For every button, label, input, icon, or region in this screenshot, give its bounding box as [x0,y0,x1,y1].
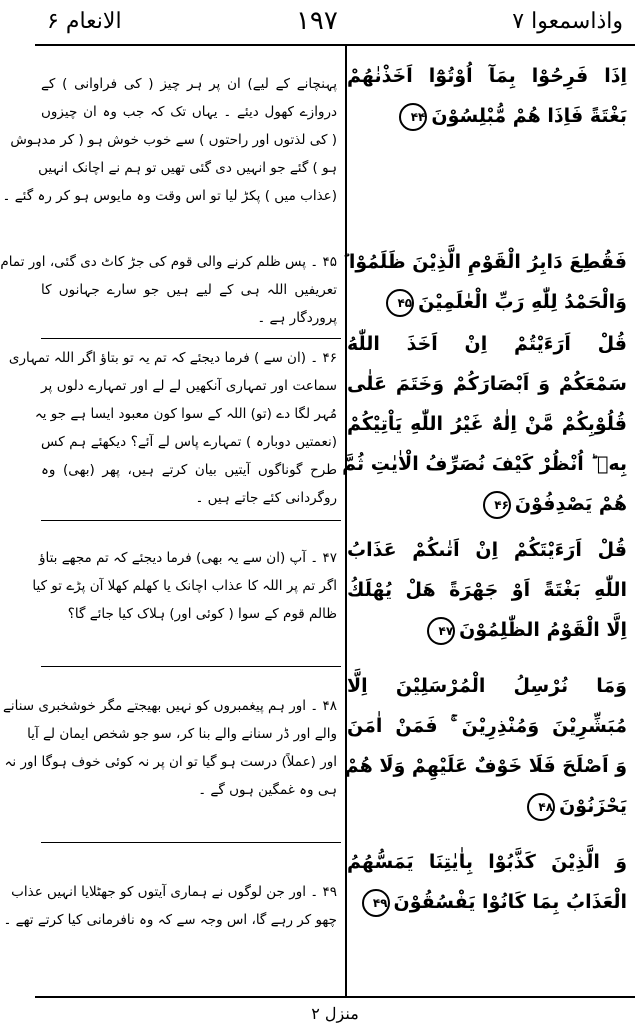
arabic-line: قُلُوْبِكُمْ مَّنْ اِلٰهٌ غَيْرُ اللّٰهِ يَاْتِيْكُمْ [347,413,627,435]
urdu-translation-45 [0,248,337,332]
arabic-line: وَمَا نُرْسِلُ الْمُرْسَلِيْنَ اِلَّا [347,675,627,697]
urdu-line: ۴۶ ۔ (ان سے ) فرما دیجئے کہ تم یہ تو بتاؤ اگر اللہ تمہاری [8,350,337,366]
urdu-line: پہنچانے کے لیے) ان پر ہر چیز ( کی فراوانی ) کے [41,76,337,92]
header-rule [35,44,635,46]
arabic-line: يَحْزَنُوْنَ۴۸ [347,786,627,826]
arabic-line: اِذَا فَرِحُوْا بِمَآ اُوْتُوْٓا اَخَذْنٰهُمْ [347,65,627,87]
urdu-line: ( کی لذتوں اور راحتوں ) سے خوب خوش ہو ( کر مدہوش [10,132,337,148]
arabic-verse-47 [347,530,627,650]
arabic-line: هُمْ يَصْدِفُوْنَ۴۶ [347,484,627,524]
urdu-line: چھو کر رہے گا، اس وجہ سے کہ وہ نافرمانی کیا کرتے تھے ۔ [3,912,337,928]
urdu-line: ۴۸ ۔ اور ہم پیغمبروں کو نہیں بھیجتے مگر خوشخبری سنانے [2,698,337,714]
arabic-verse-48 [344,666,627,826]
arabic-line: وَالْحَمْدُ لِلّٰهِ رَبِّ الْعٰلَمِيْنَ۴۵ [347,282,627,322]
urdu-translation-44 [2,70,337,210]
urdu-translation-49 [3,878,337,934]
urdu-translation-48 [2,692,337,804]
arabic-verse-46 [342,324,627,524]
arabic-line: قُلْ اَرَءَيْتَكُمْ اِنْ اَتٰىكُمْ عَذَابُ [347,539,627,561]
urdu-line: مُہر لگا دے (تو) اللہ کے سوا کون معبود ایسا ہے جو یہ [34,406,337,422]
urdu-line: دروازے کھول دیئے ۔ یہاں تک کہ جب وہ ان چیزوں [41,104,337,120]
arabic-line: مُبَشِّرِيْنَ وَمُنْذِرِيْنَ ۚ فَمَنْ اٰمَنَ [347,715,627,737]
arabic-line: الْعَذَابُ بِمَا كَانُوْا يَفْسُقُوْنَ۴۹ [347,882,627,922]
arabic-line: وَ الَّذِيْنَ كَذَّبُوْا بِاٰيٰتِنَا يَمَسُّهُمُ [347,851,627,873]
arabic-line: قُلْ اَرَءَيْتُمْ اِنْ اَخَذَ اللّٰهُ [347,333,627,355]
section-rule [41,842,341,843]
urdu-line: اور (عملاً) درست ہو گیا تو ان پر نہ کوئی خوف ہوگا اور نہ [4,754,337,770]
urdu-line: اگر تم پر اللہ کا عذاب اچانک یا کھلم کھلا آن پڑے تو کیا [32,578,337,594]
urdu-line: سماعت اور تمہاری آنکھیں لے لے اور تمہارے دلوں پر [41,378,337,394]
arabic-line: اِلَّا الْقَوْمُ الظّٰلِمُوْنَ۴۷ [347,610,627,650]
urdu-line: ہو ) گئے جو انہیں دی گئی تھیں تو ہم نے اچانک انہیں [38,160,337,176]
arabic-verse-44 [347,56,627,136]
ayah-number-marker: ۴۸ [527,793,555,821]
urdu-line: ظالم قوم کے سوا ( کوئی اور) ہلاک کیا جائے گا؟ [67,606,337,622]
urdu-line: ہی وہ غمگین ہوں گے ۔ [198,782,337,798]
section-rule [41,338,341,339]
arabic-line: فَقُطِعَ دَابِرُ الْقَوْمِ الَّذِيْنَ ظَلَمُوْا ؕ [342,251,627,273]
manzil-footer: منزل ۲ [311,1004,359,1023]
urdu-translation-47 [32,544,337,628]
footer-rule [35,996,635,998]
arabic-line: بَغْتَةً فَاِذَا هُمْ مُّبْلِسُوْنَ۴۴ [347,96,627,136]
arabic-line: بِهٖ ؕ اُنْظُرْ كَيْفَ نُصَرِّفُ الْاٰيٰتِ ثُمَّ [342,453,627,475]
ayah-number-marker: ۴۵ [386,289,414,317]
juz-name: واذاسمعوا ۷ [512,8,623,34]
urdu-line: (نعمتیں دوبارہ ) تمہارے پاس لے آئے؟ دیکھئے ہم کس [41,434,337,450]
page-number: ۱۹۷ [295,6,338,36]
urdu-line: ۴۹ ۔ اور جن لوگوں نے ہماری آیتوں کو جھٹلایا انہیں عذاب [11,884,337,900]
urdu-line: ۴۷ ۔ آپ (ان سے یہ بھی) فرما دیجئے کہ تم مجھے بتاؤ [38,550,337,566]
ayah-number-marker: ۴۴ [399,103,427,131]
section-rule [41,666,341,667]
urdu-line: روگردانی کئے جاتے ہیں ۔ [195,490,337,506]
arabic-line: وَ اَصْلَحَ فَلَا خَوْفٌ عَلَيْهِمْ وَلَا هُمْ [344,755,627,777]
ayah-number-marker: ۴۹ [362,889,390,917]
page-header [35,0,635,42]
urdu-line: طرح گوناگوں آیتیں بیان کرتے ہیں، پھر (بھی) وہ [41,462,337,478]
urdu-line: ۴۵ ۔ پس ظلم کرنے والی قوم کی جڑ کاٹ دی گئی، اور تمام [0,254,337,270]
arabic-verse-49 [347,842,627,922]
surah-name: الانعام ۶ [47,8,122,34]
urdu-line: پروردگار ہے ۔ [257,310,337,326]
arabic-line: اللّٰهِ بَغْتَةً اَوْ جَهْرَةً هَلْ يُهْلَكُ [347,579,627,601]
arabic-verse-45 [342,242,627,322]
urdu-line: والے اور ڈر سنانے والے بنا کر، سو جو شخص ایمان لے آیا [27,726,337,742]
urdu-line: (عذاب میں ) پکڑ لیا تو اس وقت وہ مایوس ہو کر رہ گئے ۔ [2,188,337,204]
section-rule [41,520,341,521]
urdu-line: تعریفیں اللہ ہی کے لیے ہیں جو سارے جہانوں کا [41,282,337,298]
arabic-line: سَمْعَكُمْ وَ اَبْصَارَكُمْ وَخَتَمَ عَلٰى [347,373,627,395]
urdu-translation-46 [8,344,337,512]
ayah-number-marker: ۴۶ [483,491,511,519]
ayah-number-marker: ۴۷ [427,617,455,645]
